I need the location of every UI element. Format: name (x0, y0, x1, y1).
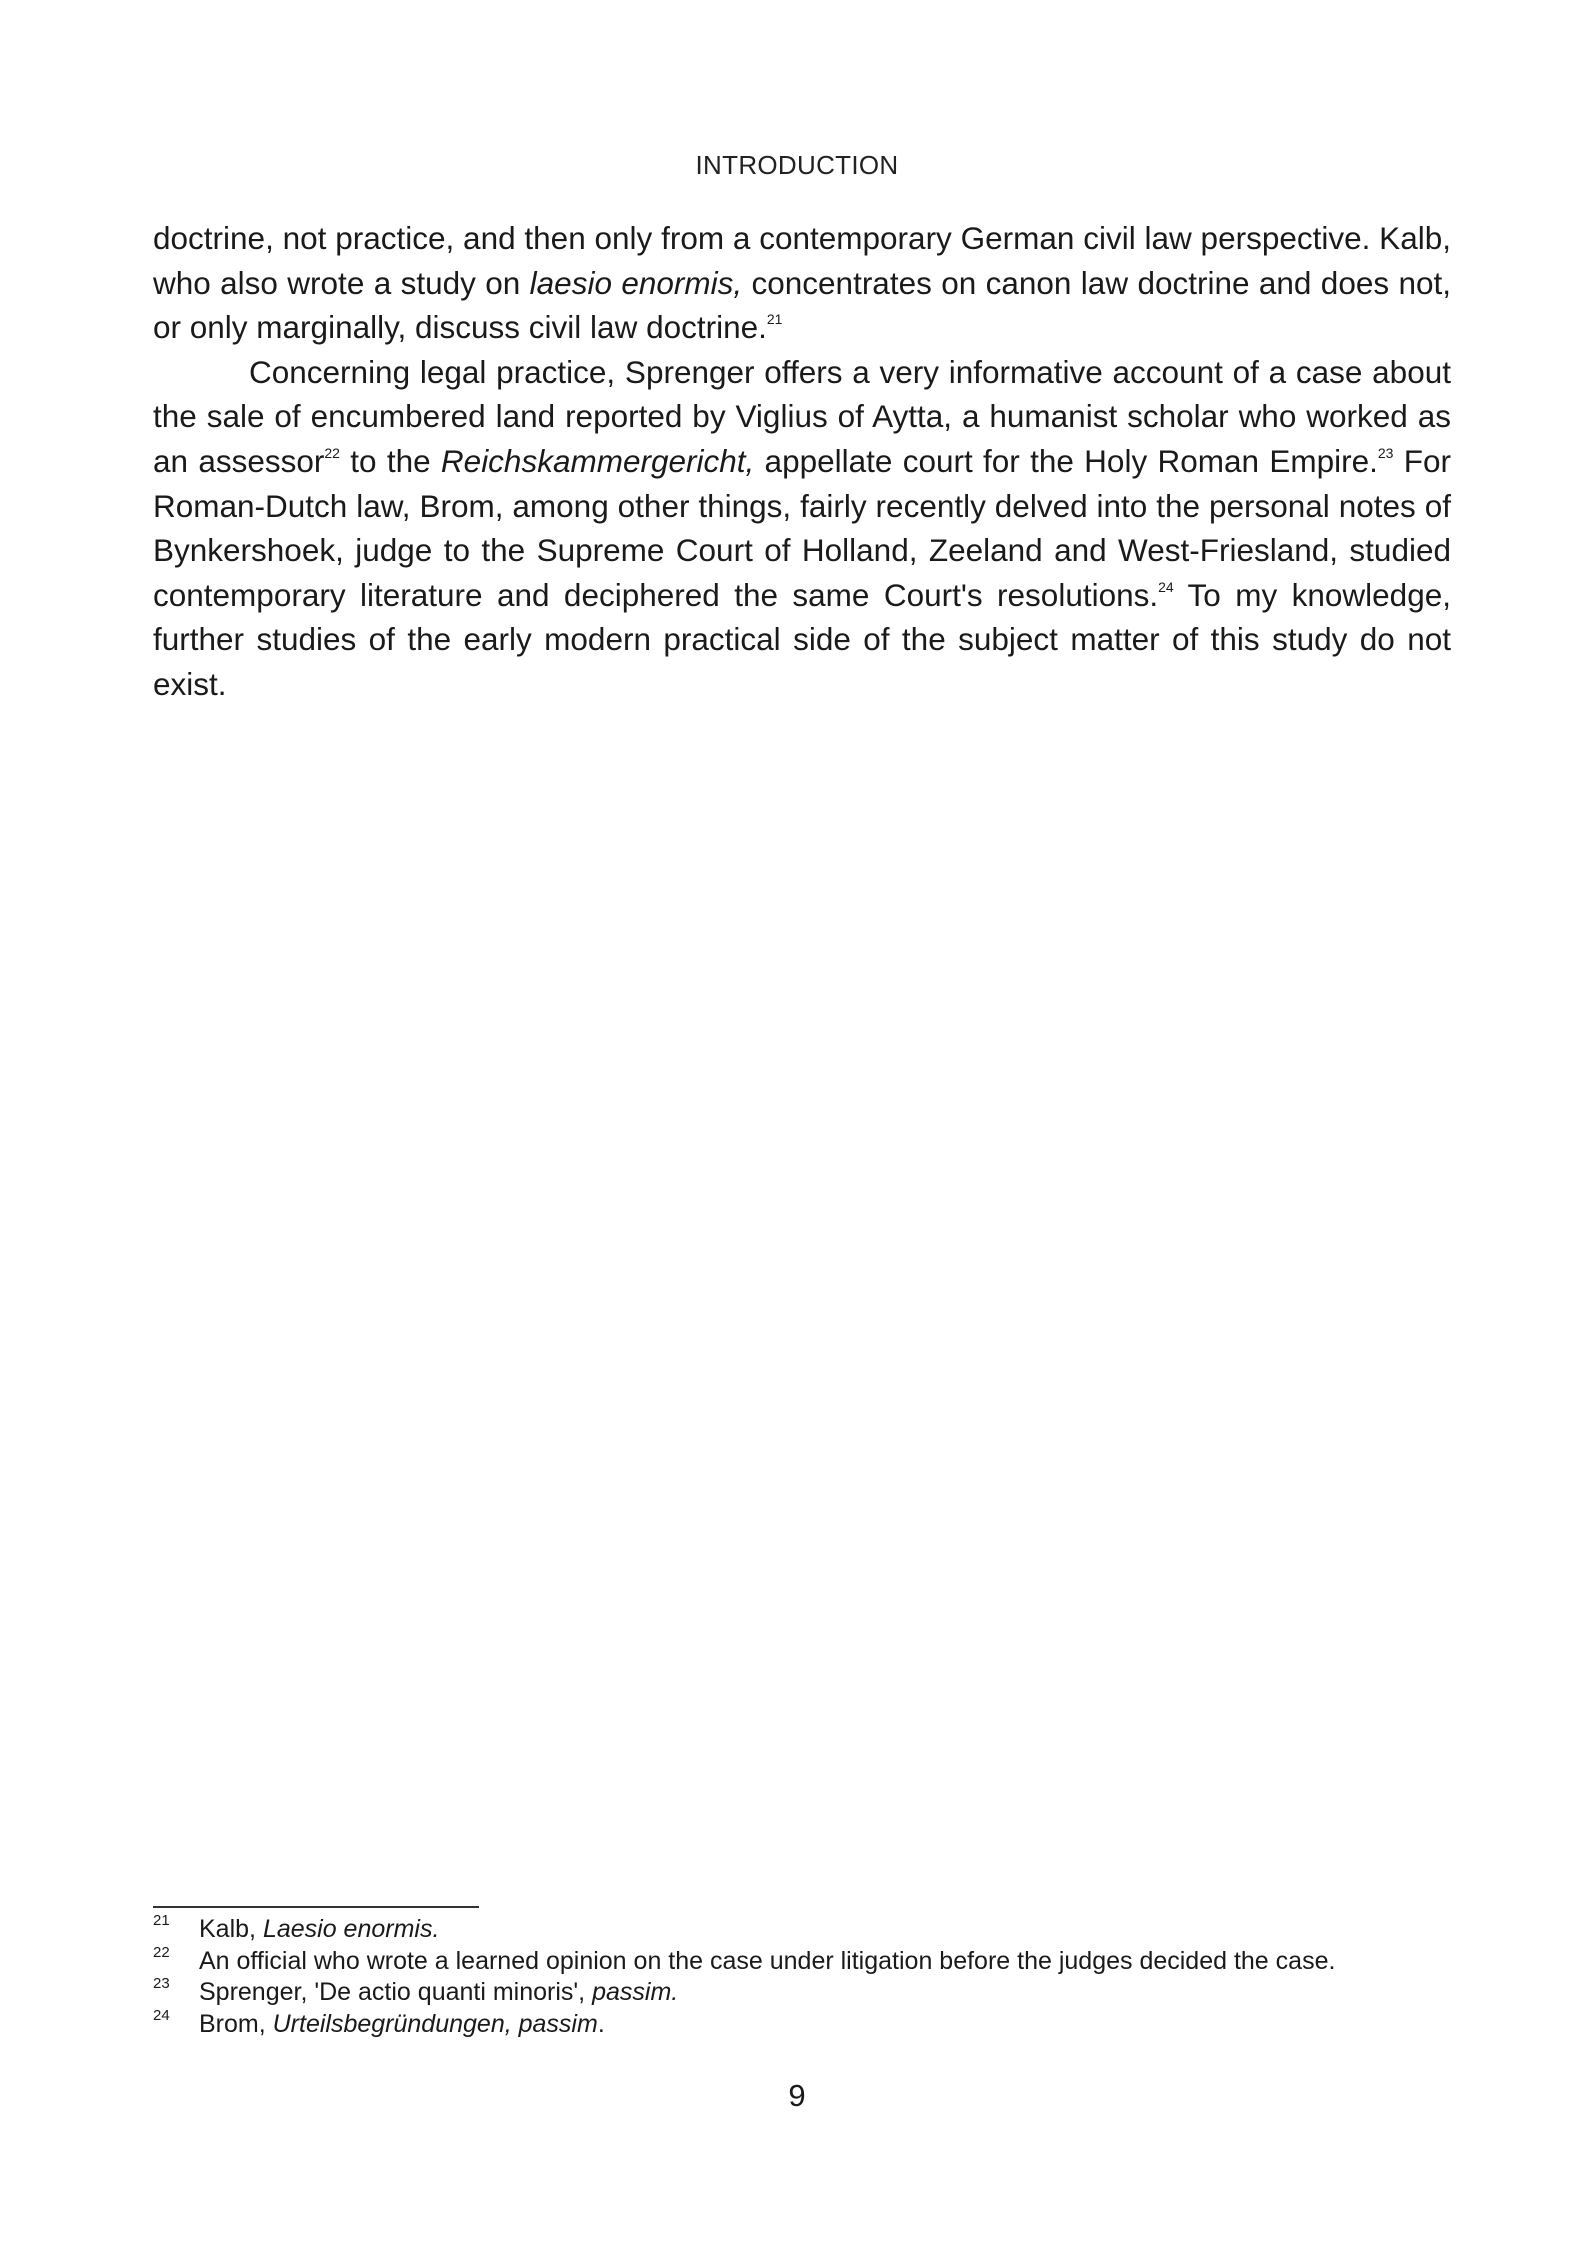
footnote-separator (153, 1906, 479, 1908)
footnote-number: 21 (153, 1912, 170, 1929)
footnote-text: Brom, (199, 2009, 273, 2038)
paragraph-1-text-1: doctrine, not practice, and then only from a contemporary German civil law perspective. Kalb, who also wrote a study on (153, 220, 1451, 301)
paragraph-2-italic-term: Reichskammergericht, (440, 442, 755, 479)
footnote-text: Kalb, (199, 1915, 263, 1943)
footnote-23 (153, 1977, 1451, 2009)
paragraph-1 (153, 216, 1451, 350)
paragraph-2-text-2: to the (339, 442, 441, 479)
paragraph-1-italic-term: laesio enormis, (529, 264, 743, 301)
footnote-italic-text: Laesio enormis. (262, 1915, 440, 1943)
footnote-number: 22 (153, 1943, 170, 1961)
body-text (153, 216, 1451, 707)
footnote-text-end: . (597, 2009, 605, 2038)
footnote-italic-text: passim. (592, 1978, 679, 2006)
paragraph-2-text-5: To my knowledge, further studies of the early modern practical side of the subject matter of this study do not exist. (153, 576, 1451, 702)
footnote-text: An official who wrote a learned opinion on the case under litigation before the judges decided the case. (199, 1946, 1336, 1975)
footnote-number: 23 (153, 1975, 170, 1992)
footnote-number: 24 (153, 2006, 170, 2024)
footnote-24 (153, 2006, 1451, 2041)
running-header: INTRODUCTION (695, 150, 899, 180)
page-number: 9 (788, 2078, 806, 2113)
footnote-reference-23[interactable]: 23 (1377, 444, 1394, 461)
paragraph-2-text-1: Concerning legal practice, Sprenger offers a very informative account of a case about the sale of encumbered land reported by Viglius of Aytta, a humanist scholar who worked as an assessor (153, 353, 1451, 479)
paragraph-2-text-4: For Roman-Dutch law, Brom, among other things, fairly recently delved into the personal notes of Bynkershoek, judge to the Supreme Court of Holland, Zeeland and West-Friesland, studied contemporary literature and deciphered the same Court's resolutions. (153, 442, 1451, 613)
footnotes (153, 1914, 1451, 2040)
paragraph-2-text-3: appellate court for the Holy Roman Empire. (754, 442, 1378, 479)
footnote-text: Sprenger, 'De actio quanti minoris', (199, 1978, 593, 2006)
paragraph-2 (153, 350, 1451, 707)
footnote-italic-text: Urteilsbegründungen, passim (272, 2009, 598, 2038)
footnote-reference-22[interactable]: 22 (324, 444, 340, 461)
footnote-22 (153, 1943, 1451, 1978)
paragraph-1-text-2: concentrates on canon law doctrine and does not, or only marginally, discuss civil law doctrine. (153, 264, 1452, 346)
footnote-reference-21[interactable]: 21 (766, 311, 783, 328)
footnote-reference-24[interactable]: 24 (1158, 578, 1174, 595)
footnote-21 (153, 1914, 1451, 1946)
